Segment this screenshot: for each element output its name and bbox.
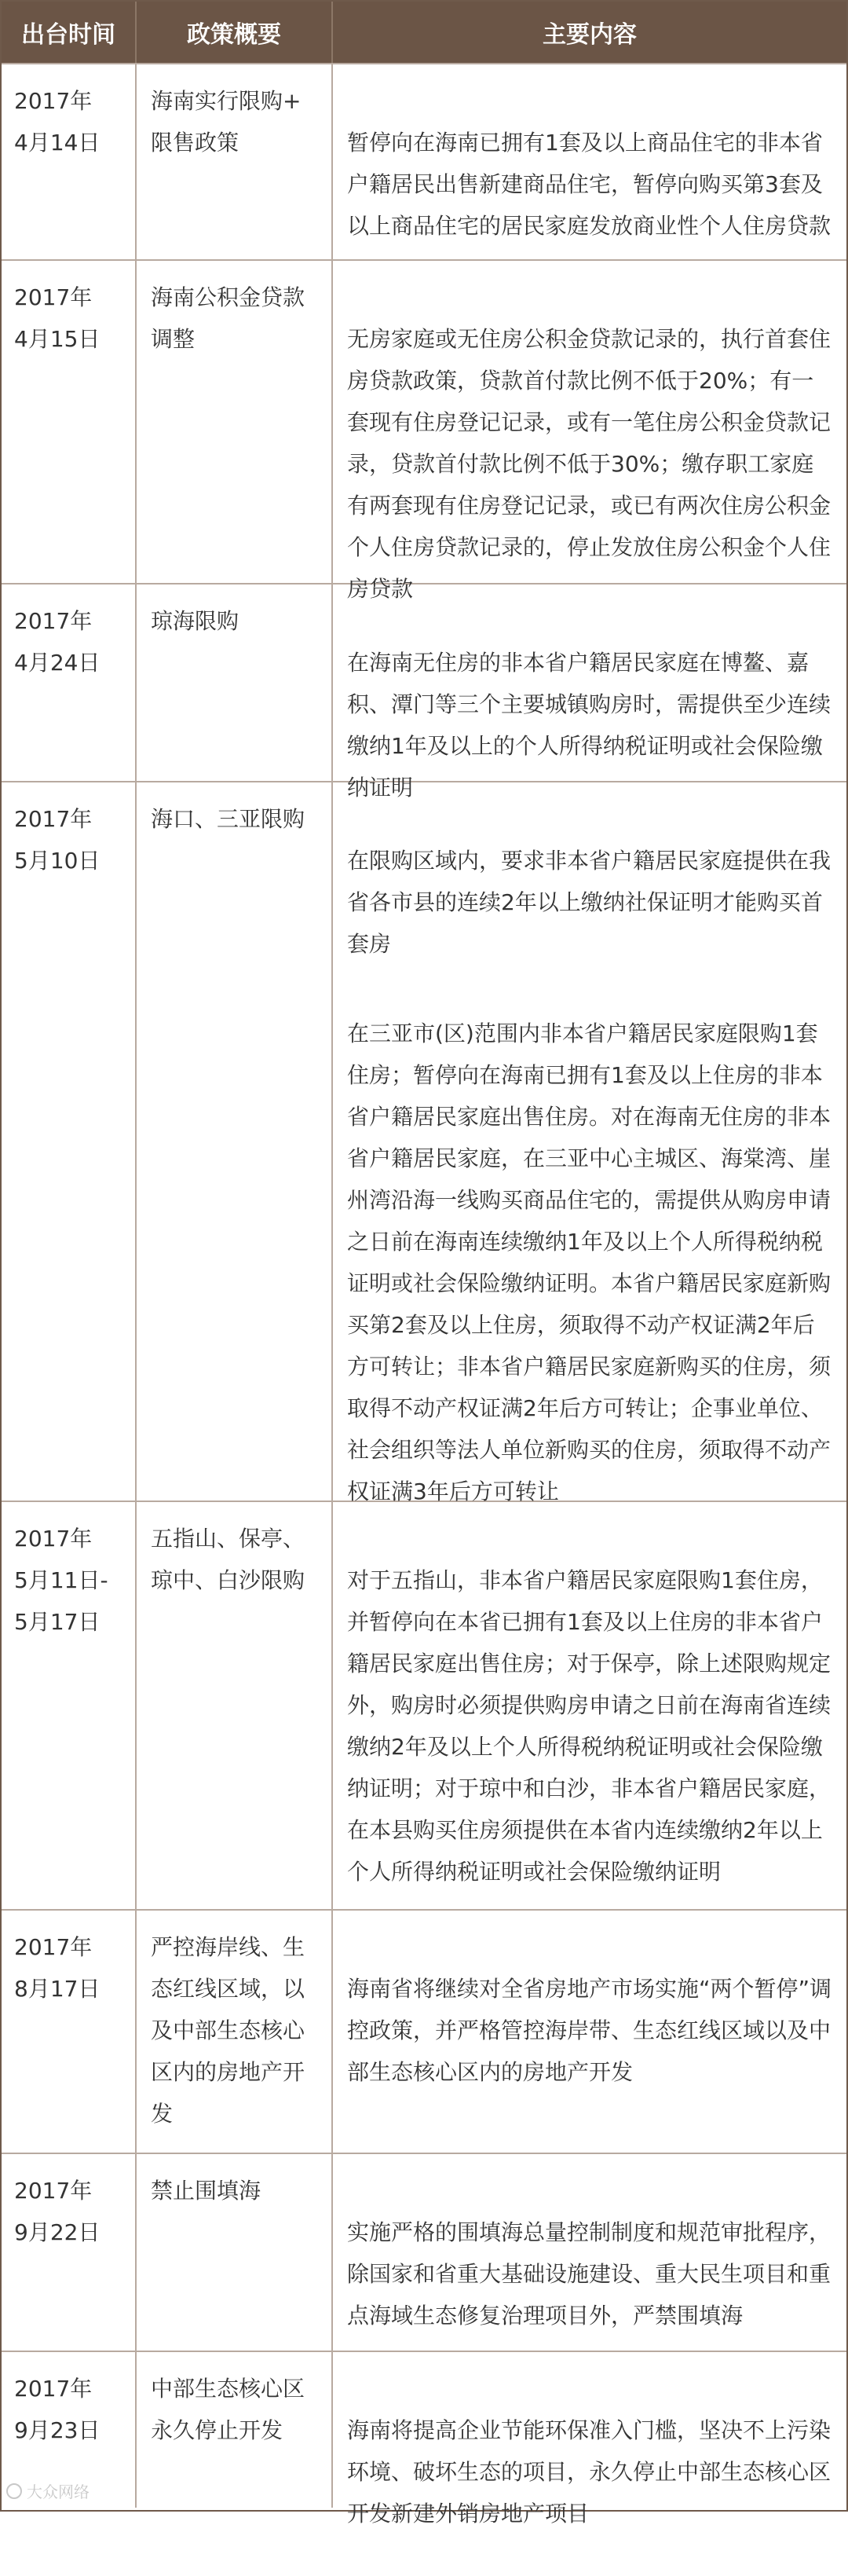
row-content (331, 1911, 846, 2153)
header-date: 出台时间 (21, 21, 115, 49)
table-row (2, 1909, 846, 2153)
content-paragraph: 海南将提高企业节能环保准入门槛，坚决不上污染环境、破坏生态的项目，永久停止中部生态核心区开发新建外销房地产项目 (347, 2417, 832, 2527)
content-paragraph: 在海南无住房的非本省户籍居民家庭在博鳌、嘉积、潭门等三个主要城镇购房时，需提供至少连续缴纳1年及以上的个人所得纳税证明或社会保险缴纳证明 (347, 650, 832, 801)
table-row (2, 781, 846, 1504)
content-paragraph: 对于五指山，非本省户籍居民家庭限购1套住房，并暂停向在本省已拥有1套及以上住房的非本省户籍居民家庭出售住房；对于保亭，除上述限购规定外，购房时必须提供购房申请之日前在海南省连续缴纳2年及以上个人所得税纳税证明或社会保险缴纳证明；对于琼中和白沙，非本省户籍居民家庭，在本县购买住房须提供在本省内连续缴纳2年以上个人所得纳税证明或社会保险缴纳证明 (347, 1567, 832, 1885)
row-content (331, 261, 846, 602)
row-content (331, 2352, 846, 2527)
row-content (331, 64, 846, 259)
table-row (2, 63, 846, 259)
row-policy: 禁止围填海 (135, 2154, 331, 2351)
header-content: 主要内容 (331, 2, 846, 63)
content-paragraph: 在限购区域内，要求非本省户籍居民家庭提供在我省各市县的连续2年以上缴纳社保证明才能购买首套房 (347, 848, 832, 957)
content-paragraph: 在三亚市(区)范围内非本省户籍居民家庭限购1套住房；暂停向在海南已拥有1套及以上住房的非本省户籍居民家庭出售住房。对在海南无住房的非本省户籍居民家庭，在三亚中心主城区、海棠湾、崖州湾沿海一线购买商品住宅的，需提供从购房申请之日前在海南连续缴纳1年及以上个人所得税纳税证明或社会保险缴纳证明。本省户籍居民家庭新购买第2套及以上住房，须取得不动产权证满2年后方可转让；非本省户籍居民家庭新购买的住房，须取得不动产权证满2年后方可转让；企事业单位、社会组织等法人单位新购买的住房，须取得不动产权证满3年后方可转让 (347, 1021, 832, 1504)
content-paragraph: 暂停向在海南已拥有1套及以上商品住宅的非本省户籍居民出售新建商品住宅，暂停向购买第3套及以上商品住宅的居民家庭发放商业性个人住房贷款 (347, 130, 832, 239)
row-date: 2017年 5月10日 (14, 806, 101, 874)
content-paragraph: 无房家庭或无住房公积金贷款记录的，执行首套住房贷款政策，贷款首付款比例不低于20%；有一套现有住房登记记录，或有一笔住房公积金贷款记录，贷款首付款比例不低于30%；缴存职工家庭有两套现有住房登记记录，或已有两次住房公积金个人住房贷款记录的，停止发放住房公积金个人住房贷款 (347, 326, 832, 602)
watermark-text: 大众网络 (27, 2483, 90, 2501)
row-policy: 琼海限购 (135, 584, 331, 781)
watermark-logo-icon (6, 2483, 22, 2499)
row-policy: 海南公积金贷款 调整 (135, 261, 331, 583)
row-date: 2017年 5月11日- 5月17日 (14, 1526, 108, 1635)
row-policy: 中部生态核心区 永久停止开发 (135, 2352, 331, 2508)
row-content (331, 782, 846, 1504)
row-content (331, 2154, 846, 2351)
content-paragraph: 实施严格的围填海总量控制制度和规范审批程序，除国家和省重大基础设施建设、重大民生项目和重点海域生态修复治理项目外，严禁围填海 (347, 2219, 832, 2329)
row-content (331, 1502, 846, 1909)
row-policy: 海口、三亚限购 (135, 782, 331, 1501)
row-date: 2017年 9月22日 (14, 2178, 101, 2245)
row-policy: 严控海岸线、生 态红线区域，以 及中部生态核心 区内的房地产开 发 (135, 1911, 331, 2153)
row-content (331, 584, 846, 801)
row-date: 2017年 9月23日 (14, 2376, 101, 2443)
table-header (2, 2, 846, 63)
row-date: 2017年 4月14日 (14, 88, 101, 156)
table-row (2, 2351, 846, 2527)
table-row (2, 259, 846, 602)
content-paragraph: 海南省将继续对全省房地产市场实施“两个暂停”调控政策，并严格管控海岸带、生态红线区域以及中部生态核心区内的房地产开发 (347, 1976, 832, 2085)
table-row (2, 2153, 846, 2351)
row-date: 2017年 8月17日 (14, 1934, 101, 2002)
row-date: 2017年 4月15日 (14, 284, 101, 352)
row-date: 2017年 4月24日 (14, 608, 101, 676)
table-row (2, 583, 846, 801)
header-policy: 政策概要 (135, 2, 331, 63)
row-policy: 五指山、保亭、 琼中、白沙限购 (135, 1502, 331, 1909)
watermark (6, 2479, 90, 2502)
row-policy: 海南实行限购+ 限售政策 (135, 64, 331, 259)
table-row (2, 1501, 846, 1909)
